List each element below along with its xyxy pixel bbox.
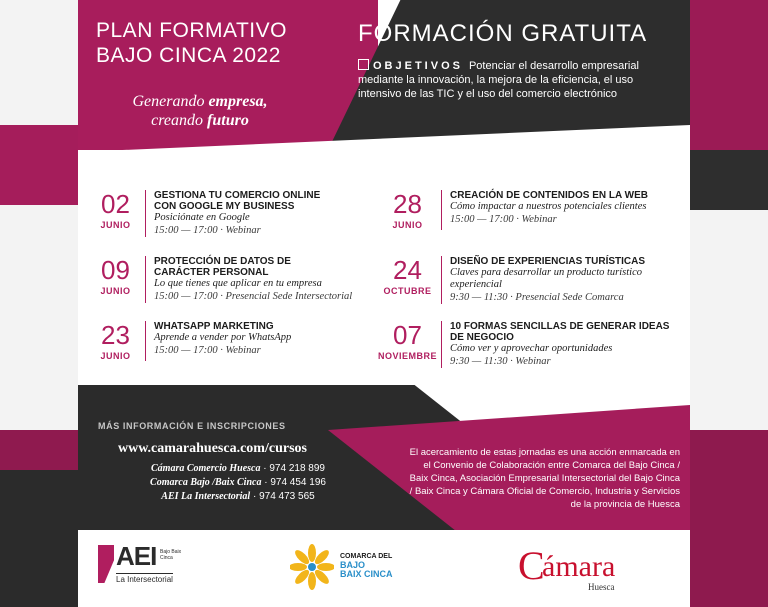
course-date <box>90 321 146 361</box>
course-item <box>378 256 672 304</box>
course-info <box>146 256 376 303</box>
course-title: DISEÑO DE EXPERIENCIAS TURÍSTICAS <box>450 256 646 267</box>
agreement-note: El acercamiento de estas jornadas es una acción enmarcada en el Convenio de Colaboración entre Comarca del Bajo Cinca / Baix Cinca, Asociación Empresarial Intersectorial del Bajo Cinca / Baix Cinca y Cámara Oficial de Comercio, Industria y Servicios de la provincia de Huesca <box>409 447 680 510</box>
course-info <box>442 321 672 368</box>
course-day: 28 <box>393 189 422 219</box>
course-month: JUNIO <box>392 220 423 230</box>
sun-flower-icon <box>290 543 334 591</box>
course-subtitle: Claves para desarrollar un producto turístico experiencial <box>450 267 643 290</box>
contact-phone: · 974 473 565 <box>250 491 315 502</box>
contact-line <box>108 462 368 476</box>
course-day: 24 <box>393 255 422 285</box>
course-title: 10 FORMAS SENCILLAS DE GENERAR IDEAS DE NEGOCIO <box>450 321 670 343</box>
background-band <box>0 125 90 205</box>
slogan <box>100 92 300 130</box>
course-time: 15:00 — 17:00 · Webinar <box>154 225 261 236</box>
background-band <box>690 0 768 150</box>
checkbox-icon <box>358 59 369 70</box>
course-subtitle: Cómo ver y aprovechar oportunidades <box>450 343 613 354</box>
course-date <box>90 256 146 303</box>
course-time: 15:00 — 17:00 · Presencial Sede Intersectorial <box>154 291 353 302</box>
course-title: CREACIÓN DE CONTENIDOS EN LA WEB <box>450 190 648 201</box>
comarca-logo-line: BAJO <box>340 560 366 570</box>
course-month: OCTUBRE <box>383 286 432 296</box>
comarca-logo-text <box>340 553 393 579</box>
aei-logo-small: Bajo Baix Cinca <box>160 549 182 561</box>
aei-mark-icon <box>98 545 114 583</box>
course-info <box>442 190 672 230</box>
contact-name: Comarca Bajo /Baix Cinca <box>150 477 262 488</box>
comarca-logo-line: COMARCA DEL <box>340 553 393 560</box>
contact-line <box>108 490 368 504</box>
course-month: JUNIO <box>100 351 131 361</box>
camara-logo-subtitle: Huesca <box>588 582 615 592</box>
course-item <box>90 256 376 303</box>
camara-logo <box>518 544 678 594</box>
course-time: 15:00 — 17:00 · Webinar <box>154 345 261 356</box>
course-title: WHATSAPP MARKETING <box>154 321 274 332</box>
poster-card <box>78 0 690 607</box>
course-day: 07 <box>393 320 422 350</box>
course-time: 9:30 — 11:30 · Webinar <box>450 356 551 367</box>
course-title: GESTIONA TU COMERCIO ONLINE CON GOOGLE MY BUSINESS <box>154 190 321 212</box>
slogan-emphasis: futuro <box>207 112 249 129</box>
course-date <box>378 256 442 304</box>
aei-logo-subtitle: La Intersectorial <box>116 575 173 584</box>
course-day: 09 <box>101 255 130 285</box>
course-month: NOVIEMBRE <box>378 351 438 361</box>
course-item <box>378 190 672 230</box>
course-item <box>90 190 376 237</box>
comarca-logo <box>290 543 420 593</box>
aei-logo-text: AEI <box>116 541 157 571</box>
course-item <box>90 321 376 361</box>
plan-title-line: BAJO CINCA 2022 <box>96 44 281 67</box>
contact-list <box>108 462 368 504</box>
background-band <box>690 430 768 607</box>
website-link[interactable]: www.camarahuesca.com/cursos <box>118 441 307 456</box>
contact-line <box>108 476 368 490</box>
course-subtitle: Aprende a vender por WhatsApp <box>154 332 292 343</box>
course-date <box>378 321 442 368</box>
course-date <box>378 190 442 230</box>
contact-phone: · 974 454 196 <box>261 477 326 488</box>
info-heading: MÁS INFORMACIÓN E INSCRIPCIONES <box>98 421 286 431</box>
course-title: PROTECCIÓN DE DATOS DE CARÁCTER PERSONAL <box>154 256 291 278</box>
camara-logo-mark: C <box>518 543 545 588</box>
plan-title <box>96 18 336 68</box>
course-day: 02 <box>101 189 130 219</box>
contact-name: AEI La Intersectorial <box>161 491 251 502</box>
course-month: JUNIO <box>100 286 131 296</box>
course-info <box>442 256 672 304</box>
course-day: 23 <box>101 320 130 350</box>
plan-title-line: PLAN FORMATIVO <box>96 19 287 42</box>
objetivos-label: OBJETIVOS <box>373 60 463 72</box>
aei-logo <box>98 541 188 590</box>
course-date <box>90 190 146 237</box>
course-info <box>146 321 376 361</box>
contact-phone: · 974 218 899 <box>260 463 325 474</box>
slogan-emphasis: empresa, <box>208 93 268 110</box>
course-info <box>146 190 376 237</box>
comarca-logo-line: BAIX CINCA <box>340 569 393 579</box>
formacion-heading: FORMACIÓN GRATUITA <box>358 20 648 47</box>
course-month: JUNIO <box>100 220 131 230</box>
contact-name: Cámara Comercio Huesca <box>151 463 261 474</box>
course-subtitle: Cómo impactar a nuestros potenciales clientes <box>450 201 647 212</box>
course-time: 15:00 — 17:00 · Webinar <box>450 214 557 225</box>
slogan-text: Generando <box>132 93 209 110</box>
slogan-text: creando <box>151 112 208 129</box>
course-subtitle: Posiciónate en Google <box>154 212 250 223</box>
background-band <box>0 470 78 607</box>
objetivos <box>358 58 678 101</box>
course-item <box>378 321 672 368</box>
course-time: 9:30 — 11:30 · Presencial Sede Comarca <box>450 292 624 303</box>
camara-logo-text: ámara <box>542 550 616 583</box>
background-band <box>690 150 768 210</box>
objetivos-text: Potenciar el desarrollo empresarial mediante la innovación, la mejora de la eficiencia, el uso intensivo de las TIC y el uso del comercio electrónico <box>358 60 639 100</box>
course-subtitle: Lo que tienes que aplicar en tu empresa <box>154 278 322 289</box>
